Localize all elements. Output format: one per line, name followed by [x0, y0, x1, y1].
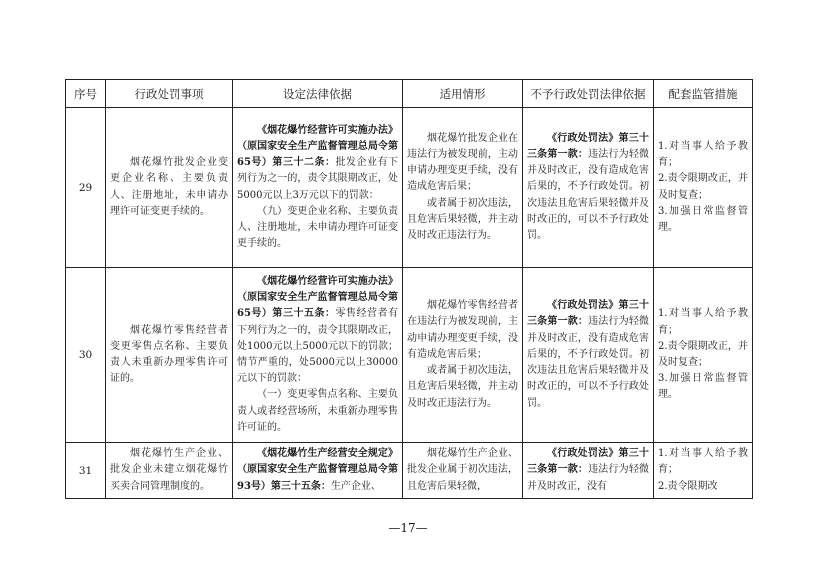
row-item	[106, 108, 233, 268]
situation-1: 烟花爆竹生产企业、批发企业属于初次违法，且危害后果轻微，	[407, 448, 518, 492]
header-seq: 序号	[66, 80, 106, 108]
row-seq: 30	[66, 268, 106, 443]
row-situation	[403, 268, 523, 443]
penalty-table	[65, 79, 753, 499]
basis-text: 零售经营者有下列行为之一的，责令其限期改正，处1000元以上5000元以下的罚款；情节严重的，处5000元以上30000元以下的罚款：	[237, 308, 398, 385]
nonpenalty-text: 违法行为轻微并及时改正，没有	[527, 464, 650, 492]
row-item	[106, 443, 233, 499]
header-situation: 适用情形	[403, 80, 523, 108]
row-situation	[403, 108, 523, 268]
row-measures	[654, 268, 753, 443]
row-item-text: 烟花爆竹生产企业、批发企业未建立烟花爆竹买卖合同管理制度的。	[110, 448, 228, 492]
measure-1: 1.对当事人给予教育；	[658, 140, 748, 169]
basis-title: 《烟花爆竹生产经营安全规定》（原国家安全生产监督管理总局令第93号）第三十五条：	[237, 448, 398, 492]
header-row	[66, 80, 753, 108]
basis-title: 《烟花爆竹经营许可实施办法》（原国家安全生产监督管理总局令第65号）第三十五条：	[237, 275, 398, 320]
row-seq: 31	[66, 443, 106, 499]
header-item: 行政处罚事项	[106, 80, 233, 108]
measure-2: 2.责令限期改	[658, 480, 718, 492]
nonpenalty-title: 《行政处罚法》第三十三条第一款：	[527, 448, 649, 476]
basis-item: （九）变更企业名称、主要负责人、注册地址，未申请办理许可证变更手续的。	[237, 205, 398, 250]
table-row	[66, 443, 753, 499]
nonpenalty-title: 《行政处罚法》第三十三条第一款：	[527, 300, 649, 328]
row-seq: 29	[66, 108, 106, 268]
row-nonpenalty	[523, 108, 654, 268]
row-basis	[233, 108, 403, 268]
measure-2: 2.责令限期改正，并及时复查；	[658, 340, 748, 368]
measure-1: 1.对当事人给予教育；	[658, 448, 748, 476]
basis-text: 生产企业、	[330, 480, 381, 492]
row-nonpenalty	[523, 268, 654, 443]
row-measures	[654, 443, 753, 499]
situation-2: 或者属于初次违法，且危害后果轻微，并主动及时改正违法行为。	[407, 197, 518, 241]
header-basis: 设定法律依据	[233, 80, 403, 108]
table-row	[66, 108, 753, 268]
header-nonpenalty: 不予行政处罚法律依据	[523, 80, 654, 108]
row-item-text: 烟花爆竹批发企业变更企业名称、主要负责人、注册地址，未申请办理许可证变更手续的。	[110, 157, 228, 217]
row-measures	[654, 108, 753, 268]
situation-2: 或者属于初次违法，且危害后果轻微，并主动及时改正违法行为。	[407, 365, 518, 409]
nonpenalty-text: 违法行为轻微并及时改正，没有造成危害后果的，不予行政处罚。初次违法且危害后果轻微并及时改正的，可以不予行政处罚。	[527, 148, 650, 241]
basis-text: 批发企业有下列行为之一的，责令其限期改正，处5000元以上3万元以下的罚款：	[237, 157, 398, 201]
measure-2: 2.责令限期改正，并及时复查；	[658, 173, 748, 201]
measure-1: 1.对当事人给予教育；	[658, 308, 748, 336]
nonpenalty-text: 违法行为轻微并及时改正，没有造成危害后果的，不予行政处罚。初次违法且危害后果轻微并及时改正的，可以不予行政处罚。	[527, 316, 650, 409]
row-item	[106, 268, 233, 443]
nonpenalty-title: 《行政处罚法》第三十三条第一款：	[527, 132, 649, 160]
basis-title: 《烟花爆竹经营许可实施办法》（原国家安全生产监督管理总局令第65号）第三十二条：	[237, 124, 398, 169]
basis-item: （一）变更零售点名称、主要负责人或者经营场所，未重新办理零售许可证的。	[237, 389, 398, 433]
row-basis	[233, 268, 403, 443]
row-situation	[403, 443, 523, 499]
situation-1: 烟花爆竹零售经营者在违法行为被发现前，主动申请办理变更手续，没有造成危害后果；	[407, 300, 518, 360]
page-number: —17—	[388, 521, 428, 535]
header-measures: 配套监管措施	[654, 80, 753, 108]
measure-3: 3.加强日常监督管理。	[658, 205, 748, 233]
row-item-text: 烟花爆竹零售经营者变更零售点名称、主要负责人未重新办理零售许可证的。	[110, 324, 228, 385]
situation-1: 烟花爆竹批发企业在违法行为被发现前，主动申请办理变更手续，没有造成危害后果；	[407, 132, 518, 193]
row-basis	[233, 443, 403, 499]
measure-3: 3.加强日常监督管理。	[658, 373, 748, 401]
table-row	[66, 268, 753, 443]
row-nonpenalty	[523, 443, 654, 499]
